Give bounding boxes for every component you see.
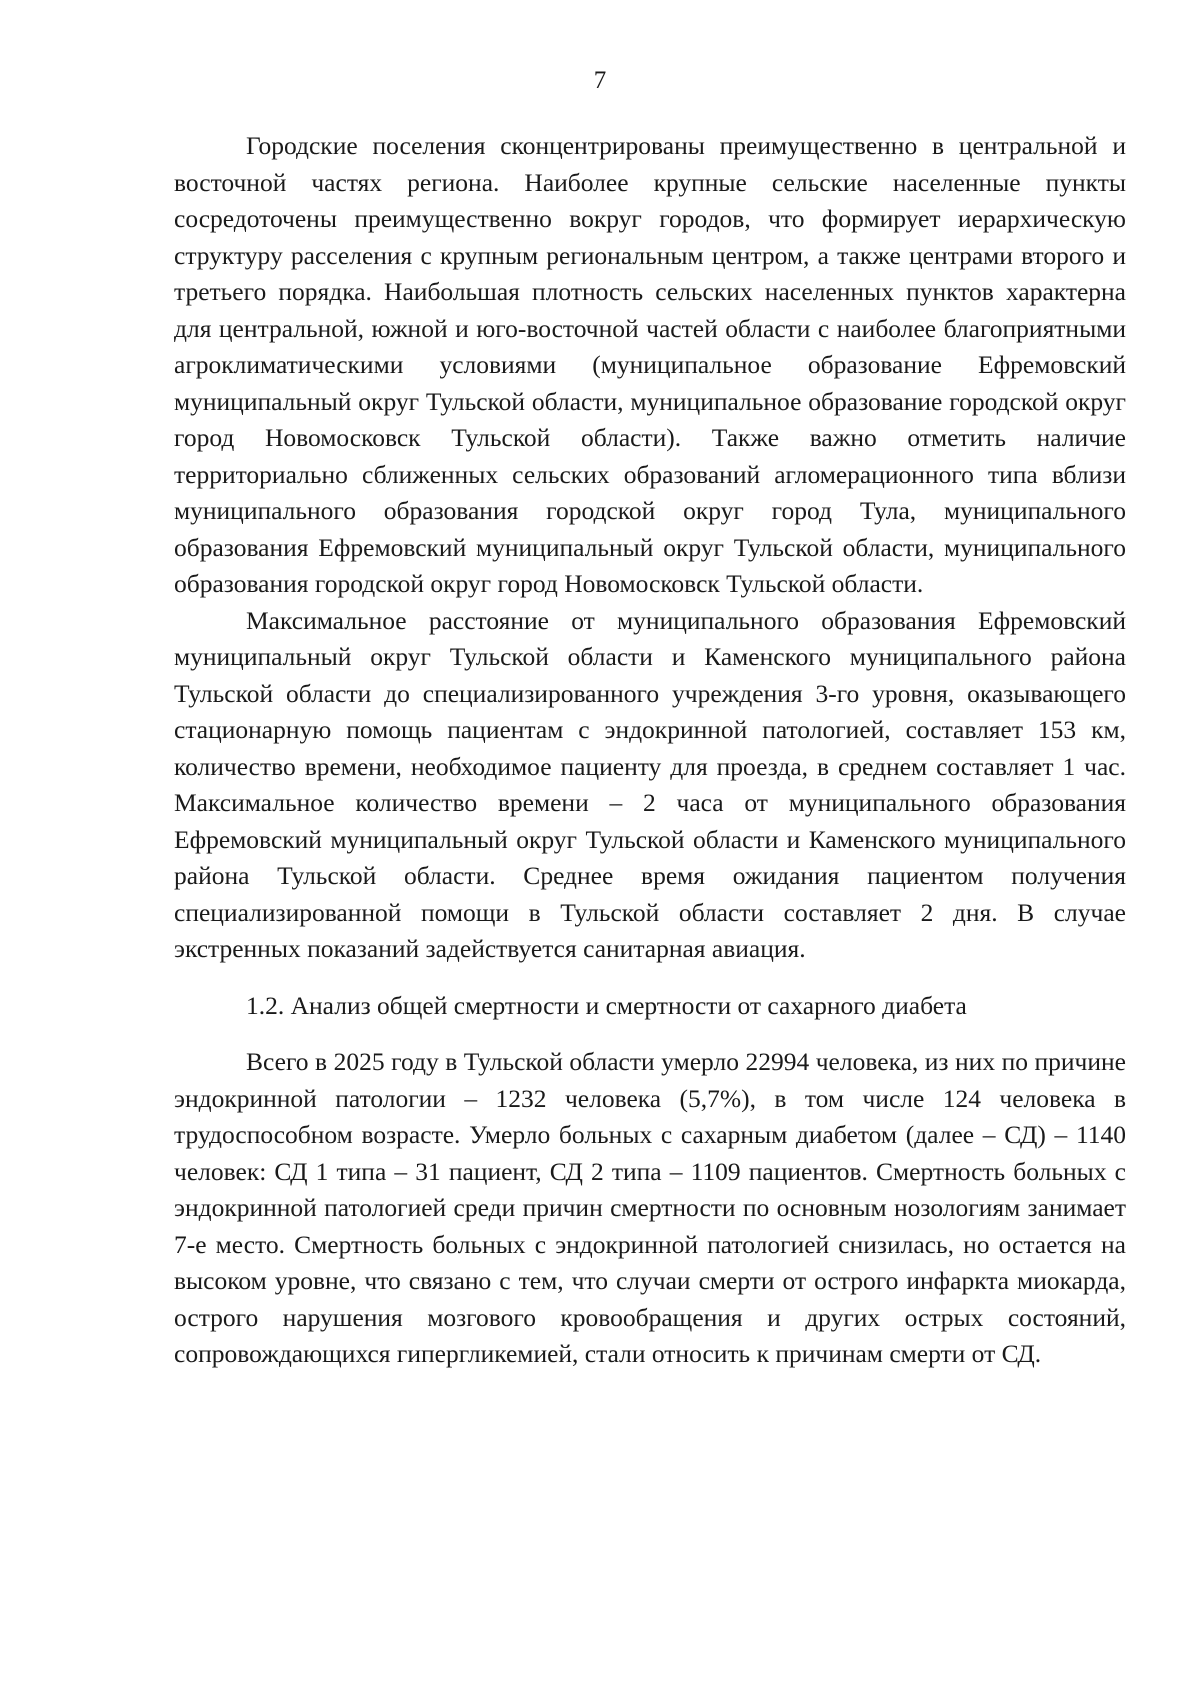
page-number: 7 xyxy=(593,67,607,94)
paragraph-settlement-structure: Городские поселения сконцентрированы преимущественно в центральной и восточной частях региона. Наиболее крупные сельские населенные пункты сосредоточены преимущественно вокруг городов, что формирует иерархическую структуру расселения с крупным региональным центром, а также центрами второго и третьего порядка. Наибольшая плотность сельских населенных пунктов характерна для центральной, южной и юго-восточной частей области с наиболее благоприятными агроклиматическими условиями (муниципальное образование Ефремовский муниципальный округ Тульской области, муниципальное образование городской округ город Новомосковск Тульской области). Также важно отметить наличие территориально сближенных сельских образований агломерационного типа вблизи муниципального образования городской округ город Тула, муниципального образования Ефремовский муниципальный округ Тульской области, муниципального образования городской округ город Новомосковск Тульской области. xyxy=(174,131,1126,598)
document-body xyxy=(174,128,1126,1373)
paragraph-distance-to-facility: Максимальное расстояние от муниципального образования Ефремовский муниципальный округ Тульской области и Каменского муниципального района Тульской области до специализированного учреждения 3-го уровня, оказывающего стационарную помощь пациентам с эндокринной патологией, составляет 153 км, количество времени, необходимое пациенту для проезда, в среднем составляет 1 час. Максимальное количество времени – 2 часа от муниципального образования Ефремовский муниципальный округ Тульской области и Каменского муниципального района Тульской области. Среднее время ожидания пациентом получения специализированной помощи в Тульской области составляет 2 дня. В случае экстренных показаний задействуется санитарная авиация. xyxy=(174,605,1126,963)
section-heading: 1.2. Анализ общей смертности и смертности от сахарного диабета xyxy=(246,990,967,1020)
paragraph-mortality-analysis: Всего в 2025 году в Тульской области умерло 22994 человека, из них по причине эндокринной патологии – 1232 человека (5,7%), в том числе 124 человека в трудоспособном возрасте. Умерло больных с сахарным диабетом (далее – СД) – 1140 человек: СД 1 типа – 31 пациент, СД 2 типа – 1109 пациентов. Смертность больных с эндокринной патологией среди причин смертности по основным нозологиям занимает 7-е место. Смертность больных с эндокринной патологией снизилась, но остается на высоком уровне, что связано с тем, что случаи смерти от острого инфаркта миокарда, острого нарушения мозгового кровообращения и других острых состояний, сопровождающихся гипергликемией, стали относить к причинам смерти от СД. xyxy=(174,1047,1126,1368)
